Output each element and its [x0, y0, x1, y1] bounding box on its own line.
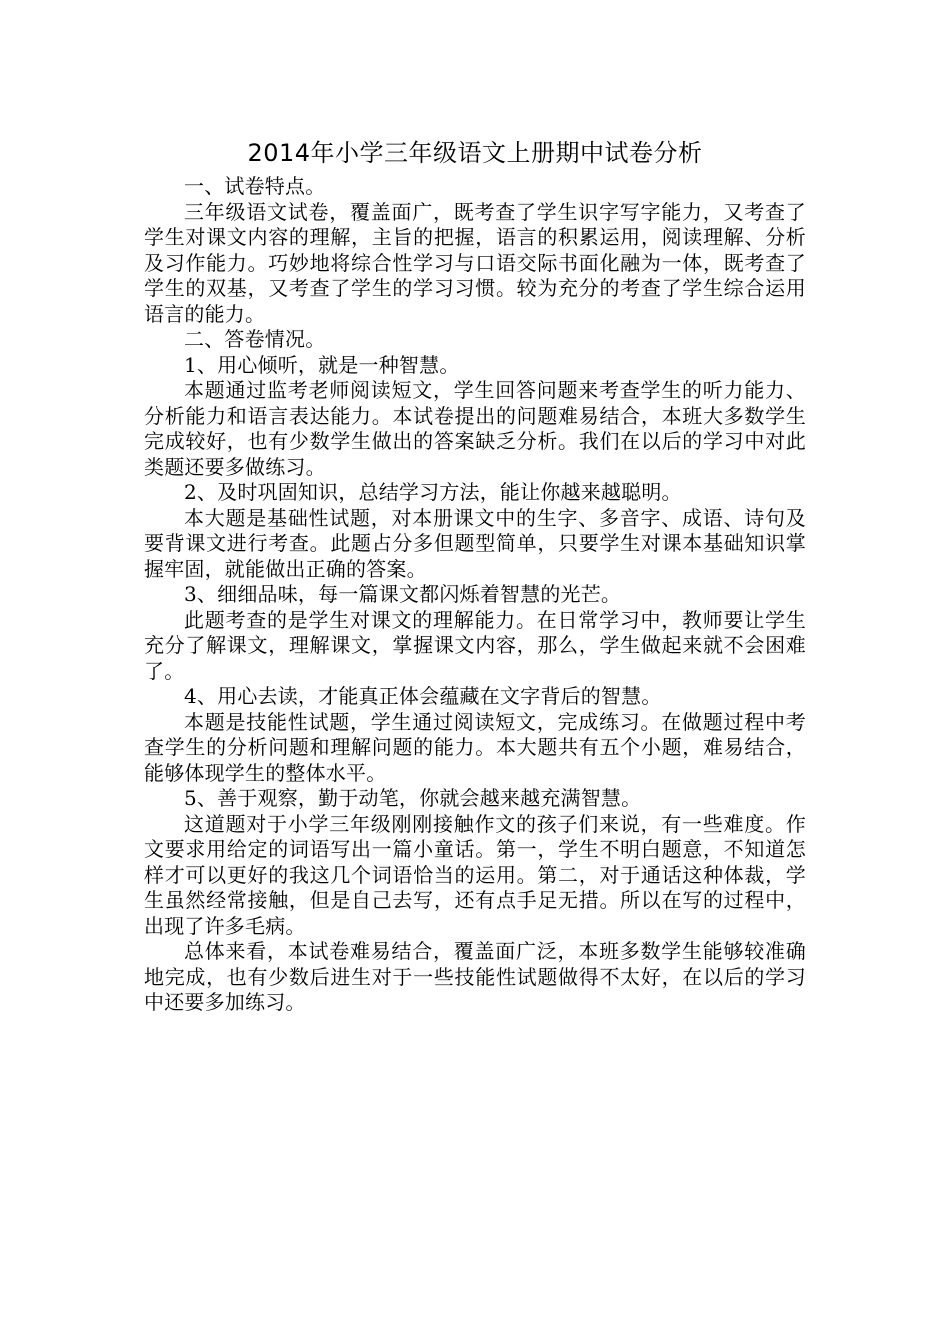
item-body-3: 此题考查的是学生对课文的理解能力。在日常学习中，教师要让学生充分了解课文，理解课文，掌握课文内容，那么，学生做起来就不会困难了。 [144, 607, 806, 683]
document-title: 2014年小学三年级语文上册期中试卷分析 [247, 139, 703, 167]
item-heading-5: 5、善于观察，勤于动笔，你就会越来越充满智慧。 [184, 786, 642, 810]
section-heading-1: 一、试卷特点。 [184, 174, 326, 198]
paragraph-features: 三年级语文试卷，覆盖面广，既考查了学生识字写字能力，又考查了学生对课文内容的理解，主旨的把握，语言的积累运用，阅读理解、分析及习作能力。巧妙地将综合性学习与口语交际书面化融为一体，既考查了学生的双基，又考查了学生的学习习惯。较为充分的考查了学生综合运用语言的能力。 [144, 199, 806, 326]
item-body-1: 本题通过监考老师阅读短文，学生回答问题来考查学生的听力能力、分析能力和语言表达能力。本试卷提出的问题难易结合，本班大多数学生完成较好，也有少数学生做出的答案缺乏分析。我们在以后的学习中对此类题还要多做练习。 [144, 378, 806, 479]
item-body-2: 本大题是基础性试题，对本册课文中的生字、多音字、成语、诗句及要背课文进行考查。此题占分多但题型简单，只要学生对课本基础知识掌握牢固，就能做出正确的答案。 [144, 505, 806, 581]
item-heading-2: 2、及时巩固知识，总结学习方法，能让你越来越聪明。 [184, 480, 682, 504]
section-heading-2: 二、答卷情况。 [184, 327, 326, 351]
item-heading-3: 3、细细品味，每一篇课文都闪烁着智慧的光芒。 [184, 582, 622, 606]
item-heading-1: 1、用心倾听，就是一种智慧。 [184, 352, 460, 377]
item-body-5: 这道题对于小学三年级刚刚接触作文的孩子们来说，有一些难度。作文要求用给定的词语写出一篇小童话。第一，学生不明白题意，不知道怎样才可以更好的我这几个词语恰当的运用。第二，对于通话这种体裁，学生虽然经常接触，但是自己去写，还有点手足无措。所以在写的过程中，出现了许多毛病。 [144, 811, 806, 938]
summary-paragraph: 总体来看，本试卷难易结合，覆盖面广泛，本班多数学生能够较准确地完成，也有少数后进生对于一些技能性试题做得不太好，在以后的学习中还要多加练习。 [144, 939, 806, 1014]
document-page [144, 136, 806, 1016]
item-body-4: 本题是技能性试题，学生通过阅读短文，完成练习。在做题过程中考查学生的分析问题和理解问题的能力。本大题共有五个小题，难易结合，能够体现学生的整体水平。 [144, 709, 806, 785]
item-heading-4: 4、用心去读，才能真正体会蕴藏在文字背后的智慧。 [184, 684, 662, 708]
